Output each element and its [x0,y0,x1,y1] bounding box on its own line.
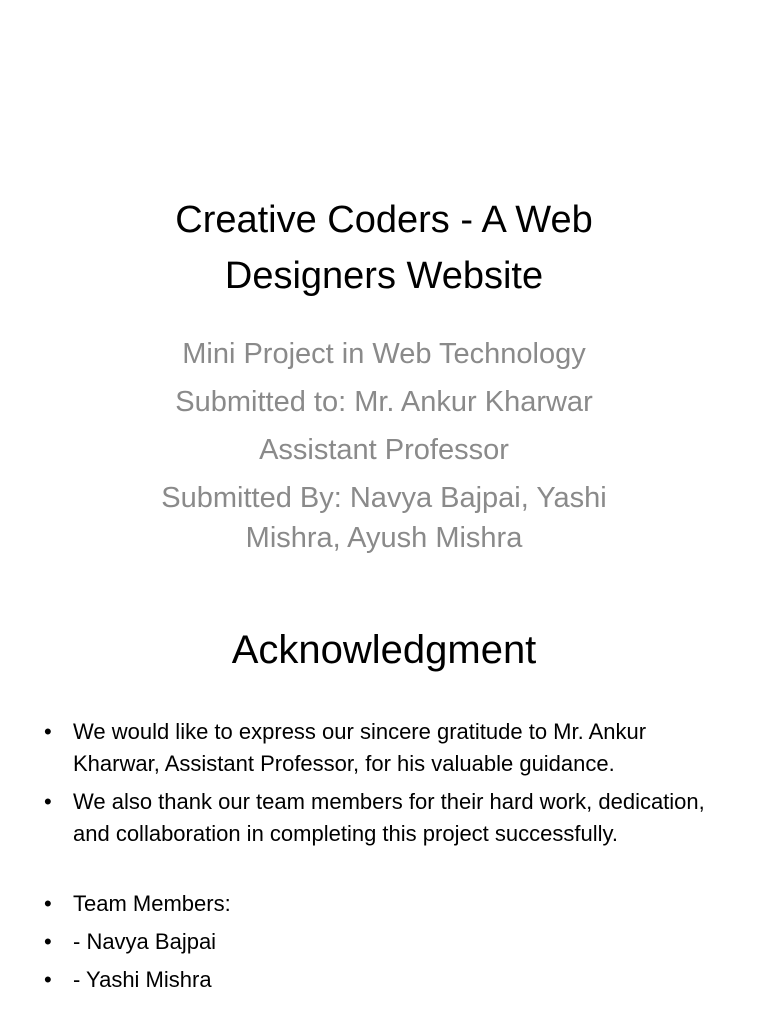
subtitle-line-designation: Assistant Professor [259,434,509,466]
bullet-icon: • [44,967,52,992]
bullet-text: We would like to express our sincere gratitude to Mr. Ankur Kharwar, Assistant Professor, for his valuable guidance. [73,719,647,776]
acknowledgment-heading: Acknowledgment [231,628,537,672]
list-item [44,716,734,780]
subtitle-line-course: Mini Project in Web Technology [182,338,586,370]
bullet-icon: • [44,789,52,814]
bullet-icon: • [44,719,52,744]
bullet-text: - Navya Bajpai [73,929,217,954]
acknowledgment-bullet-list [44,716,734,1002]
slide-title: Creative Coders - A Web Designers Website [175,199,593,297]
slide-subtitle [110,334,658,558]
list-item [44,786,734,850]
subtitle-line-submitted-to: Submitted to: Mr. Ankur Kharwar [175,386,593,418]
bullet-icon: • [44,929,52,954]
bullet-text: - Yashi Mishra [73,967,212,992]
bullet-text: We also thank our team members for their hard work, dedication, and collaboration in completing this project successfully. [73,789,705,846]
bullet-icon: • [44,891,52,916]
list-item [44,888,734,920]
subtitle-line-submitted-by: Submitted By: Navya Bajpai, Yashi Mishra, Ayush Mishra [161,482,607,554]
bullet-text: Team Members: [73,891,231,916]
list-item [44,926,734,958]
list-item [44,964,734,996]
